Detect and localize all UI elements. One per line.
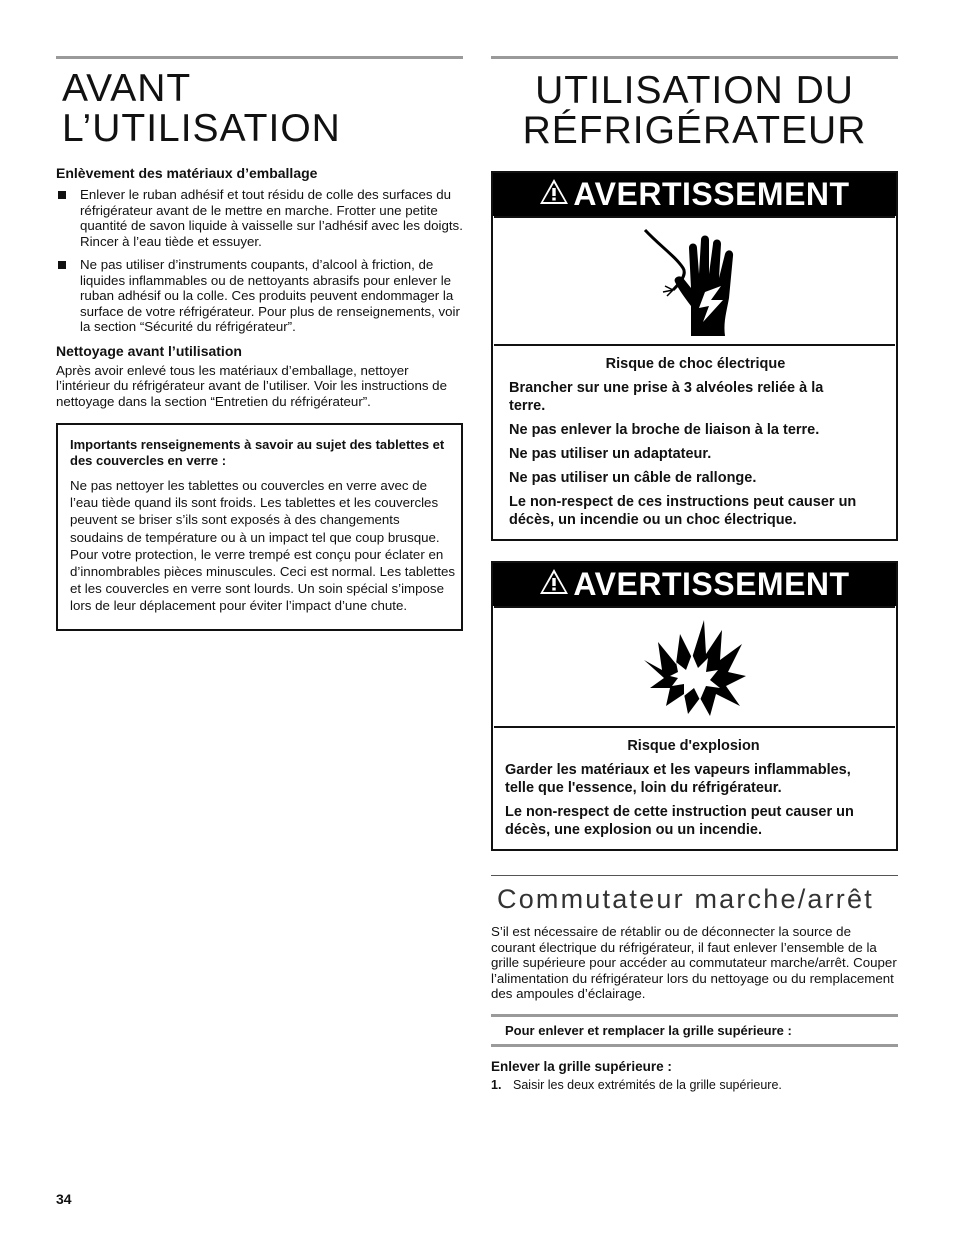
warning-box-explosion	[491, 561, 898, 851]
warning-line: Le non-respect de cette instruction peut causer un décès, une explosion ou un incendie.	[505, 804, 854, 838]
step-1: 1. Saisir les deux extrémités de la grille supérieure.	[491, 1077, 782, 1092]
glass-info-heading: Importants renseignements à savoir au sujet des tablettes et des couvercles en verre :	[70, 437, 445, 468]
switch-section-title: Commutateur marche/arrêt	[497, 884, 874, 914]
heading-packing: Enlèvement des matériaux d’emballage	[56, 165, 318, 181]
warning-box-electric	[491, 171, 898, 541]
glass-info-box	[56, 423, 463, 631]
switch-text: S’il est nécessaire de rétablir ou de déconnecter la source de courant électrique du réfrigérateur, il faut enlever l’ensemble de la grille supérieure pour accéder au commutateur marche/arrêt. Couper l’alimentation du réfrigérateur lors du nettoyage ou du remplacement des ampoules d’éclairage.	[491, 924, 897, 1001]
heading-remove-grille: Enlever la grille supérieure :	[491, 1058, 672, 1074]
warning-body	[493, 728, 896, 849]
warning-line: Ne pas utiliser un câble de rallonge.	[509, 470, 757, 486]
warning-line: Garder les matériaux et les vapeurs inflammables, telle que l'essence, loin du réfrigérateur.	[505, 762, 851, 796]
explosion-icon	[494, 606, 895, 728]
grille-procedure-box: Pour enlever et remplacer la grille supérieure :	[491, 1014, 898, 1047]
left-column	[56, 56, 463, 631]
square-bullet-icon	[58, 261, 66, 269]
page-title-utilisation: UTILISATION DU RÉFRIGÉRATEUR	[522, 69, 867, 152]
cleaning-text: Après avoir enlevé tous les matériaux d’emballage, nettoyer l’intérieur du réfrigérateur avant de l’utiliser. Voir les instructions de nettoyage dans la section “Entretien du réfrigérateur”.	[56, 362, 447, 409]
warning-body	[493, 346, 896, 539]
warning-line: Brancher sur une prise à 3 alvéoles reliée à la terre.	[509, 380, 824, 414]
page-number: 34	[56, 1191, 72, 1207]
glass-info-text: Ne pas nettoyer les tablettes ou couvercles en verre avec de l’eau tiède quand ils sont froids. Les tablettes et les couvercles peuvent se briser s’ils sont exposés à des changements soudains de température ou à un impact tel que coup brusque. Pour votre protection, le verre trempé est conçu pour éclater en d’innombrables pièces minuscules. Ceci est normal. Les tablettes et les couvercles en verre sont lourds. Un soin spécial s’impose lors de leur déplacement pour éviter l’impact d’une chute.	[70, 478, 456, 614]
warning-triangle-icon	[539, 566, 569, 603]
square-bullet-icon	[58, 191, 66, 199]
electric-shock-icon	[494, 216, 895, 346]
risk-title: Risque d'explosion	[627, 738, 760, 754]
section-rule	[491, 875, 898, 876]
top-rule	[56, 56, 463, 59]
top-rule	[491, 56, 898, 59]
warning-triangle-icon	[539, 176, 569, 213]
packing-list	[56, 187, 463, 335]
right-column	[491, 56, 898, 1093]
warning-line: Ne pas enlever la broche de liaison à la terre.	[509, 422, 820, 438]
risk-title: Risque de choc électrique	[605, 356, 786, 372]
heading-cleaning: Nettoyage avant l’utilisation	[56, 342, 242, 359]
warning-line: Ne pas utiliser un adaptateur.	[509, 446, 712, 462]
page-title-avant: AVANT L’UTILISATION	[62, 67, 341, 150]
warning-header: AVERTISSEMENT	[493, 173, 896, 216]
list-item: Ne pas utiliser d’instruments coupants, d’alcool à friction, de liquides inflammables ou de nettoyants abrasifs pour enlever le ruban adhésif ou la colle. Ces produits peuvent endommager la surface de votre réfrigérateur. Pour plus de renseignements, voir la section “Sécurité du réfrigérateur”.	[56, 257, 463, 335]
warning-line: Le non-respect de ces instructions peut causer un décès, un incendie ou un choc électrique.	[509, 494, 857, 528]
warning-header: AVERTISSEMENT	[493, 563, 896, 606]
list-item: Enlever le ruban adhésif et tout résidu de colle des surfaces du réfrigérateur avant de le mettre en marche. Frotter une petite quantité de savon liquide à vaisselle sur l’adhésif avec les doigts. Rincer à l’eau tiède et essuyer.	[56, 187, 463, 249]
